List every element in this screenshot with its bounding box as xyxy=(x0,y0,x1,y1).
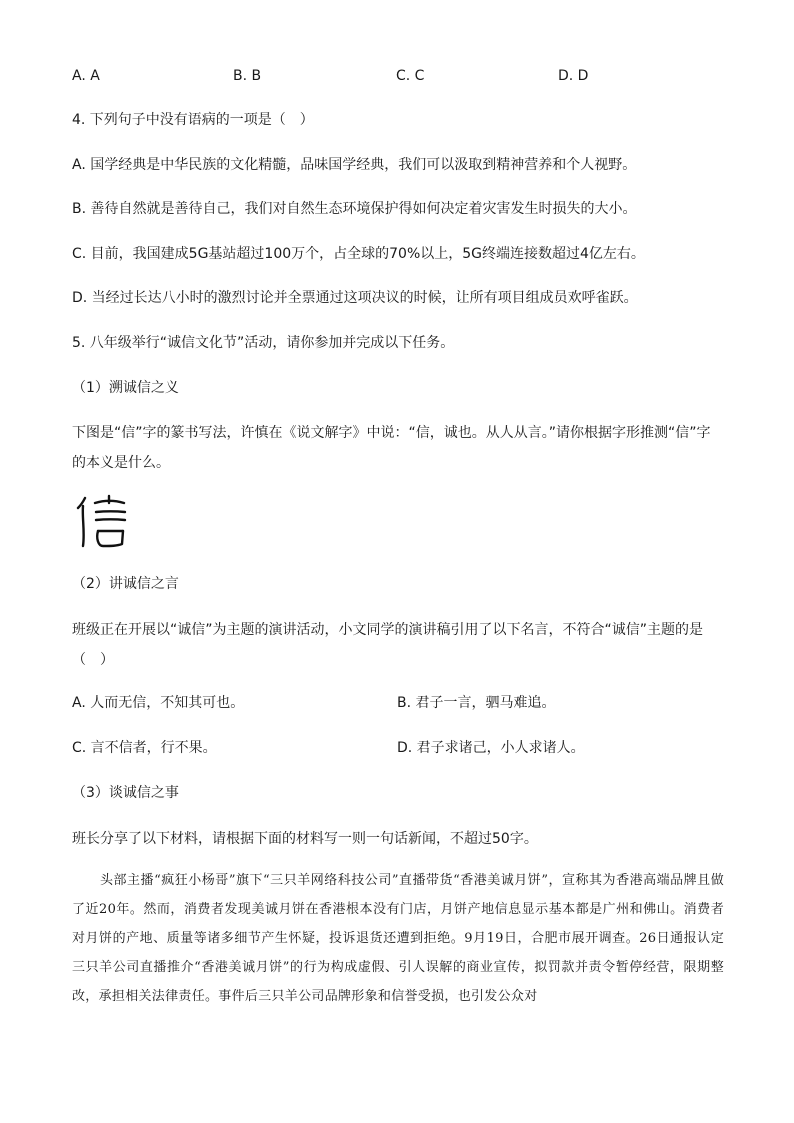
q4-option-a: A. 国学经典是中华民族的文化精髓，品味国学经典，我们可以汲取到精神营养和个人视野。 xyxy=(72,157,637,173)
q5-part2-option-d: D. 君子求诸己，小人求诸人。 xyxy=(397,740,585,756)
q5-part2-text: 班级正在开展以“诚信”为主题的演讲活动，小文同学的演讲稿引用了以下名言，不符合“诚信”主题的是（ ） xyxy=(72,622,704,668)
q4-option-d: D. 当经过长达八小时的激烈讨论并全票通过这项决议的时候，让所有项目组成员欢呼雀跃。 xyxy=(72,290,638,306)
q4-option-c: C. 目前，我国建成5G基站超过100万个，占全球的70%以上，5G终端连接数超过4亿左右。 xyxy=(72,246,645,262)
question-5-stem: 5. 八年级举行“诚信文化节”活动，请你参加并完成以下任务。 xyxy=(72,335,455,351)
q5-part2-option-b: B. 君子一言，驷马难追。 xyxy=(397,695,556,711)
news-material-excerpt: 头部主播“疯狂小杨哥”旗下“三只羊网络科技公司”直播带货“香港美诚月饼”，宣称其为香港高端品牌且做了近20年。然而，消费者发现美诚月饼在香港根本没有门店，月饼产地信息显示基本都是广州和佛山。消费者对月饼的产地、质量等诸多细节产生怀疑，投诉退货还遭到拒绝。9月19日，合肥市展开调查。26日通报认定三只羊公司直播推介“香港美诚月饼”的行为构成虚假、引人误解的商业宣传，拟罚款并责令暂停经营，限期整改，承担相关法律责任。事件后三只羊公司品牌形象和信誉受损，也引发公众对 xyxy=(72,873,724,1004)
q3-option-a: A. A xyxy=(72,68,100,84)
q5-part1-title: （1）溯诚信之义 xyxy=(72,380,179,396)
seal-script-xin-image xyxy=(72,494,132,558)
q3-option-c: C. C xyxy=(396,68,425,84)
question-4-stem: 4. 下列句子中没有语病的一项是（ ） xyxy=(72,112,314,128)
q4-option-b: B. 善待自然就是善待自己，我们对自然生态环境保护得如何决定着灾害发生时损失的大小。 xyxy=(72,201,637,217)
q5-part3-title: （3）谈诚信之事 xyxy=(72,785,179,801)
q5-part2-title: （2）讲诚信之言 xyxy=(72,576,179,592)
q3-option-d: D. D xyxy=(558,68,589,84)
q5-part1-text: 下图是“信”字的篆书写法，许慎在《说文解字》中说：“信，诚也。从人从言。”请你根据字形推测“信”字的本义是什么。 xyxy=(72,425,711,471)
q5-part2-option-c: C. 言不信者，行不果。 xyxy=(72,740,217,756)
q3-option-b: B. B xyxy=(233,68,262,84)
q5-part3-text: 班长分享了以下材料，请根据下面的材料写一则一句话新闻，不超过50字。 xyxy=(72,831,538,847)
q5-part2-option-a: A. 人而无信，不知其可也。 xyxy=(72,695,245,711)
